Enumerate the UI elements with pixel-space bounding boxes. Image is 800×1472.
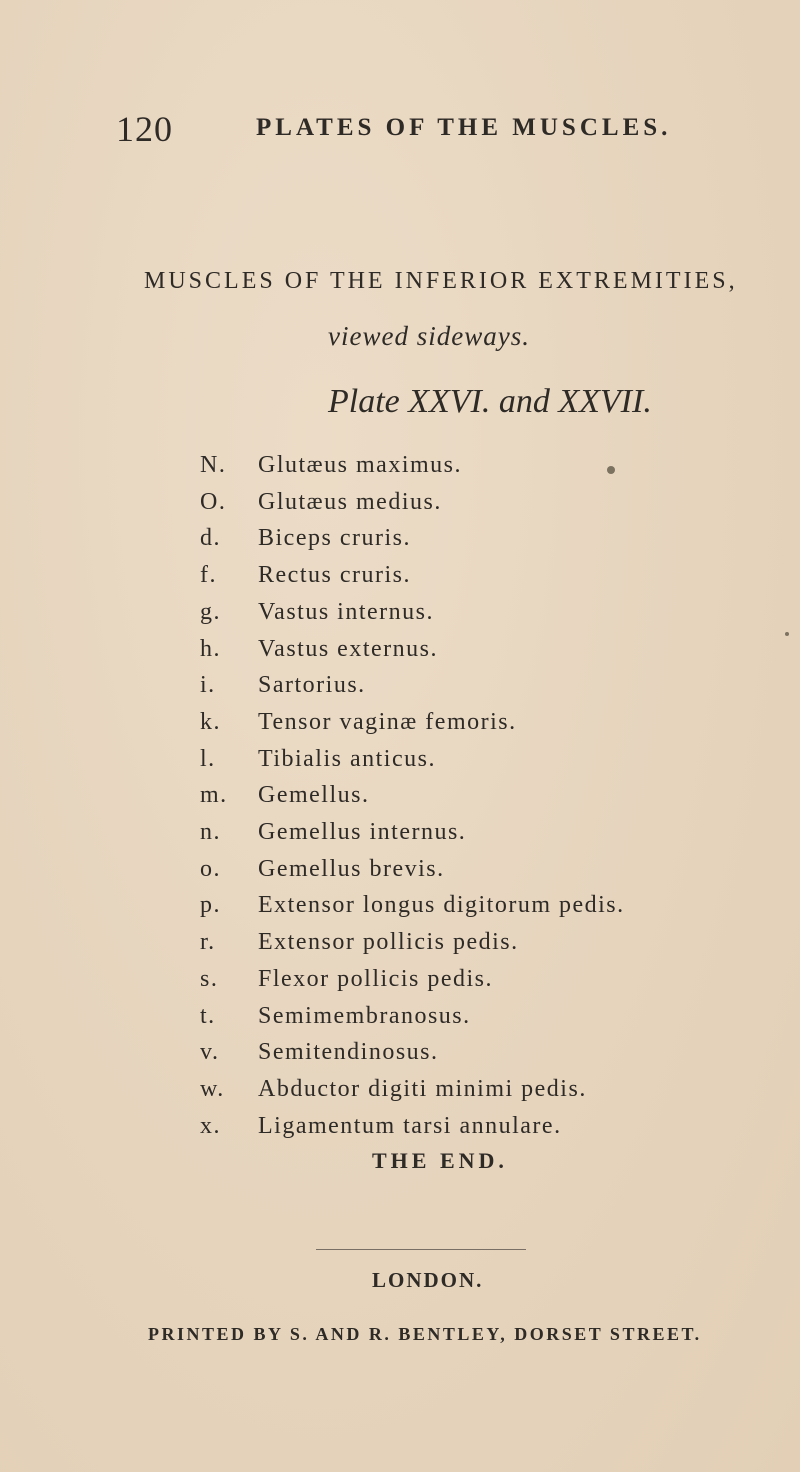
divider <box>316 1249 526 1250</box>
paper-speck <box>607 466 615 474</box>
list-item <box>0 636 800 674</box>
section-subtitle: viewed sideways. <box>328 321 530 351</box>
list-item <box>0 672 800 710</box>
list-item <box>0 892 800 930</box>
running-head: PLATES OF THE MUSCLES. <box>256 114 672 141</box>
entry-letter: s. <box>200 965 219 992</box>
list-item <box>0 1003 800 1041</box>
entry-name: Biceps cruris. <box>258 525 411 552</box>
entry-letter: o. <box>200 855 221 882</box>
list-item <box>0 929 800 967</box>
entry-letter: l. <box>200 745 216 772</box>
entry-name: Flexor pollicis pedis. <box>258 965 493 992</box>
entry-name: Sartorius. <box>258 672 366 699</box>
list-item <box>0 452 800 490</box>
list-item <box>0 856 800 894</box>
entry-name: Semimembranosus. <box>258 1002 471 1029</box>
entry-letter: i. <box>200 672 216 699</box>
list-item <box>0 562 800 600</box>
imprint-city: LONDON. <box>372 1268 484 1292</box>
entry-name: Gemellus. <box>258 782 370 809</box>
entry-letter: n. <box>200 819 221 845</box>
entry-name: Extensor longus digitorum pedis. <box>258 892 625 919</box>
entry-letter: r. <box>200 929 216 956</box>
entry-letter: p. <box>200 892 221 919</box>
list-item <box>0 489 800 527</box>
plate-title: Plate XXVI. and XXVII. <box>328 383 652 420</box>
entry-letter: f. <box>200 562 217 589</box>
list-item <box>0 1113 800 1151</box>
page-number: 120 <box>116 109 173 149</box>
list-item <box>0 525 800 563</box>
entry-name: Vastus internus. <box>258 598 434 625</box>
entry-name: Glutæus medius. <box>258 488 442 515</box>
list-item <box>0 819 800 857</box>
entry-letter: v. <box>200 1039 220 1066</box>
entry-letter: m. <box>200 782 228 809</box>
entry-name: Ligamentum tarsi annulare. <box>258 1112 562 1139</box>
entry-letter: h. <box>200 635 221 662</box>
entry-letter: k. <box>200 708 221 735</box>
list-item <box>0 966 800 1004</box>
section-title: MUSCLES OF THE INFERIOR EXTREMITIES, <box>144 268 738 294</box>
entry-name: Rectus cruris. <box>258 562 411 589</box>
list-item <box>0 782 800 820</box>
the-end-heading: THE END. <box>372 1148 508 1173</box>
entry-name: Gemellus brevis. <box>258 855 445 882</box>
printer-imprint: PRINTED BY S. AND R. BENTLEY, DORSET STREET. <box>148 1324 702 1344</box>
entry-name: Glutæus maximus. <box>258 452 463 478</box>
list-item <box>0 709 800 747</box>
entry-name: Semitendinosus. <box>258 1039 439 1066</box>
list-item <box>0 1039 800 1077</box>
entry-name: Extensor pollicis pedis. <box>258 929 519 956</box>
entry-letter: O. <box>200 488 227 515</box>
entry-letter: w. <box>200 1075 225 1102</box>
entry-name: Tibialis anticus. <box>258 745 436 772</box>
paper-speck <box>785 632 789 636</box>
entry-name: Abductor digiti minimi pedis. <box>258 1075 587 1102</box>
entry-name: Tensor vaginæ femoris. <box>258 708 517 735</box>
entry-name: Vastus externus. <box>258 635 438 662</box>
entry-letter: g. <box>200 598 221 625</box>
entry-letter: d. <box>200 525 221 552</box>
entry-name: Gemellus internus. <box>258 819 467 845</box>
list-item <box>0 599 800 637</box>
list-item <box>0 746 800 784</box>
entry-letter: N. <box>200 452 227 478</box>
entry-letter: x. <box>200 1112 221 1139</box>
list-item <box>0 1076 800 1114</box>
entry-letter: t. <box>200 1002 216 1029</box>
